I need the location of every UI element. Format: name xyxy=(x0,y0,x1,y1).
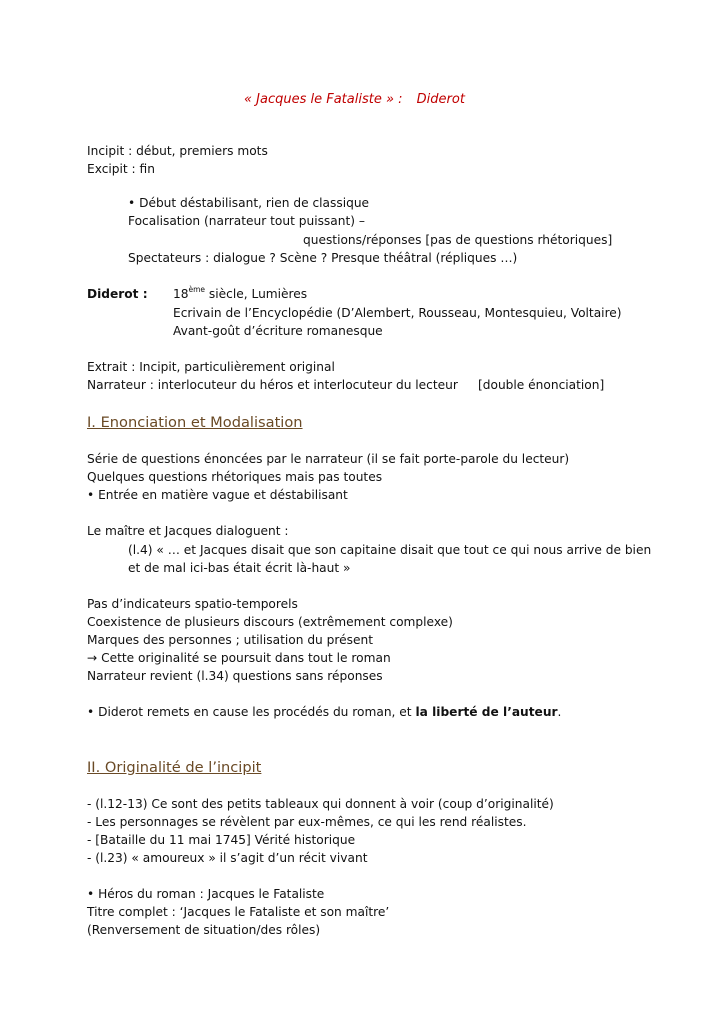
title-author: Diderot xyxy=(416,92,465,107)
hero-line: Titre complet : ‘Jacques le Fataliste et son maître’ xyxy=(87,905,390,919)
diderot-encyclopedie: Ecrivain de l’Encyclopédie (D’Alembert, Rousseau, Montesquieu, Voltaire) xyxy=(173,306,622,320)
paragraph-line: Coexistence de plusieurs discours (extrêmement complexe) xyxy=(87,615,453,629)
double-enonciation: [double énonciation] xyxy=(478,378,605,392)
section-heading-enonciation: I. Enonciation et Modalisation xyxy=(87,414,303,431)
document-title xyxy=(244,92,465,107)
note-line: Focalisation (narrateur tout puissant) – xyxy=(128,214,365,228)
list-item: - [Bataille du 11 mai 1745] Vérité historique xyxy=(87,833,356,847)
note-line: Spectateurs : dialogue ? Scène ? Presque théâtral (répliques …) xyxy=(128,251,518,265)
liberte-auteur-emphasis: la liberté de l’auteur xyxy=(415,705,558,719)
title-work: « Jacques le Fataliste » : xyxy=(244,92,403,107)
paragraph-line: Marques des personnes ; utilisation du présent xyxy=(87,633,373,647)
diderot-century: 18ème siècle, Lumières xyxy=(173,285,308,301)
note-line: questions/réponses [pas de questions rhétoriques] xyxy=(303,233,613,247)
paragraph-line: Pas d’indicateurs spatio-temporels xyxy=(87,597,298,611)
diderot-avant-gout: Avant-goût d’écriture romanesque xyxy=(173,324,383,338)
section-heading-originalite: II. Originalité de l’incipit xyxy=(87,759,262,776)
diderot-label: Diderot : xyxy=(87,287,148,301)
note-line: • Début déstabilisant, rien de classique xyxy=(128,196,370,210)
extrait-line: Extrait : Incipit, particulièrement original xyxy=(87,360,335,374)
paragraph-line: Narrateur revient (l.34) questions sans réponses xyxy=(87,669,383,683)
quote-line: et de mal ici-bas était écrit là-haut » xyxy=(128,561,351,575)
quote-line: (l.4) « … et Jacques disait que son capitaine disait que tout ce qui nous arrive de bien xyxy=(128,543,652,557)
list-item: - Les personnages se révèlent par eux-mêmes, ce qui les rend réalistes. xyxy=(87,815,527,829)
hero-line: • Héros du roman : Jacques le Fataliste xyxy=(87,887,325,901)
hero-line: (Renversement de situation/des rôles) xyxy=(87,923,321,937)
paragraph-line: → Cette originalité se poursuit dans tout le roman xyxy=(87,651,391,665)
narrateur-line: Narrateur : interlocuteur du héros et interlocuteur du lecteur xyxy=(87,378,458,392)
excipit-definition: Excipit : fin xyxy=(87,162,155,176)
list-item: - (l.23) « amoureux » il s’agit d’un récit vivant xyxy=(87,851,368,865)
paragraph-line: Quelques questions rhétoriques mais pas toutes xyxy=(87,470,383,484)
list-item: - (l.12-13) Ce sont des petits tableaux qui donnent à voir (coup d’originalité) xyxy=(87,797,554,811)
paragraph-line: • Entrée en matière vague et déstabilisant xyxy=(87,488,348,502)
paragraph-line: Série de questions énoncées par le narrateur (il se fait porte-parole du lecteur) xyxy=(87,452,570,466)
incipit-definition: Incipit : début, premiers mots xyxy=(87,144,268,158)
dialogue-intro: Le maître et Jacques dialoguent : xyxy=(87,524,289,538)
conclusion-line: • Diderot remets en cause les procédés du roman, et la liberté de l’auteur. xyxy=(87,705,562,719)
